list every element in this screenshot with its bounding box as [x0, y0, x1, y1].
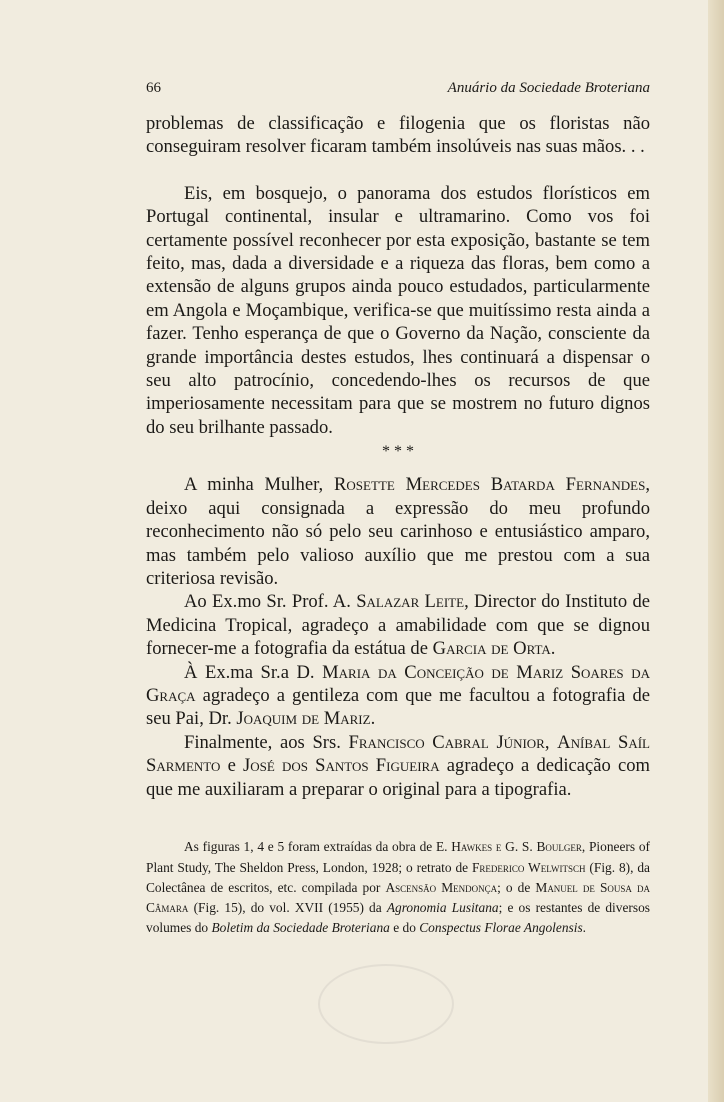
- p6-text-b: agradeço a dedicação com que me auxiliaram a preparar o original para a tipografia.: [146, 755, 650, 800]
- p3-name: Rosette Mercedes Batarda Fernandes: [334, 474, 646, 496]
- paragraph-4: [146, 590, 650, 660]
- running-head: [146, 80, 650, 102]
- faint-library-stamp: [318, 964, 454, 1044]
- paragraph-1: problemas de classificação e filogenia que os floristas não conseguiram resolver ficaram também insolúveis nas suas mãos. . .: [146, 113, 650, 158]
- footnote-author: Frederico Welwitsch: [471, 859, 586, 875]
- footnote-journal: Agronomia Lusitana: [386, 900, 499, 915]
- paragraph-5: [146, 661, 650, 731]
- p6-name-2: Aníbal Saíl Sarmento: [146, 731, 650, 777]
- p4-name-2: Garcia de Orta: [432, 638, 551, 660]
- footnote-journal: Boletim da Sociedade Broteriana: [211, 920, 390, 936]
- footnote-text: (Fig. 8), da Colectânea de escritos, etc. compilada por: [146, 859, 650, 895]
- footnote-text: , Pioneers of Plant Study, The Sheldon Press, London, 1928; o retrato de: [146, 839, 650, 875]
- paragraph-6: [146, 731, 650, 801]
- footnote-text: ; e os restantes de diversos volumes do: [146, 900, 650, 936]
- body-text: [146, 112, 650, 801]
- p6-sep-2: e: [220, 755, 244, 777]
- separator-stars: * * *: [382, 443, 414, 461]
- running-title: Anuário da Sociedade Broteriana: [447, 80, 650, 96]
- p5-name: Maria da Conceição de Mariz Soares da Graça: [146, 661, 650, 706]
- p4-text-a: Ao Ex.mo Sr. Prof. A.: [184, 591, 357, 613]
- p5-text-b: agradeço a gentileza com que me facultou a fotografia de seu Pai, Dr.: [146, 684, 650, 730]
- paragraph-2: Eis, em bosquejo, o panorama dos estudos florísticos em Portugal continental, insular e ultramarino. Como vos foi certamente possível reconhecer por esta exposição, bastante se tem feito, mas, dada a diversidade e a riqueza das floras, bem como a extensão de alguns grupos ainda pouco estudados, particularmente em Angola e Moçambique, verifica-se que muitíssimo resta ainda a fazer. Tenho esperança de que o Governo da Nação, consciente da grande importância destes estudos, lhes continuará a dispensar o seu alto patrocínio, concedendo-lhes os recursos de que imperiosamente necessitam para que se mostrem no futuro dignos do seu brilhante passado.: [146, 182, 650, 438]
- p4-text-b: , Director do Instituto de Medicina Tropical, agradeço a amabilidade com que se dignou fornecer-me a fotografia da estátua de: [146, 591, 650, 660]
- page-edge: [708, 0, 724, 1102]
- p6-sep-1: ,: [544, 731, 558, 753]
- footnote-text: e do: [389, 920, 420, 936]
- p4-name: Salazar Leite: [356, 591, 465, 613]
- footnote-text: ; o de: [497, 879, 536, 895]
- section-separator: [146, 439, 650, 473]
- p6-name-1: Francisco Cabral Júnior: [348, 731, 545, 753]
- footnote-text: As figuras 1, 4 e 5 foram extraídas da obra de: [184, 839, 436, 855]
- footnote-journal: Conspectus Florae Angolensis: [419, 920, 583, 936]
- footnote-text: (Fig. 15), do vol. XVII (1955) da: [188, 900, 387, 915]
- footnote: [146, 837, 650, 938]
- footnote-author: Ascensão Mendonça: [385, 879, 498, 895]
- p5-text-c: .: [370, 708, 376, 730]
- footnote-author: E. Hawkes e G. S. Boulger: [435, 839, 582, 855]
- p6-text-a: Finalmente, aos Srs.: [184, 731, 349, 753]
- p3-text-a: A minha Mulher,: [184, 474, 334, 496]
- page-number: 66: [146, 80, 161, 96]
- footnote-text: .: [582, 920, 587, 936]
- p6-name-3: José dos Santos Figueira: [243, 755, 440, 777]
- paragraph-3: [146, 473, 650, 590]
- p4-text-c: .: [550, 638, 556, 660]
- footnote-author: Manuel de Sousa da Câmara: [146, 879, 650, 915]
- p5-name-2: Joaquim de Mariz: [236, 708, 371, 730]
- p3-text-b: , deixo aqui consignada a expressão do meu profundo reconhecimento não só pelo seu carinhoso e entusiástico amparo, mas também pelo valioso auxílio que me prestou com a sua criteriosa revisão.: [146, 474, 650, 589]
- p5-text-a: À Ex.ma Sr.a D.: [184, 661, 323, 683]
